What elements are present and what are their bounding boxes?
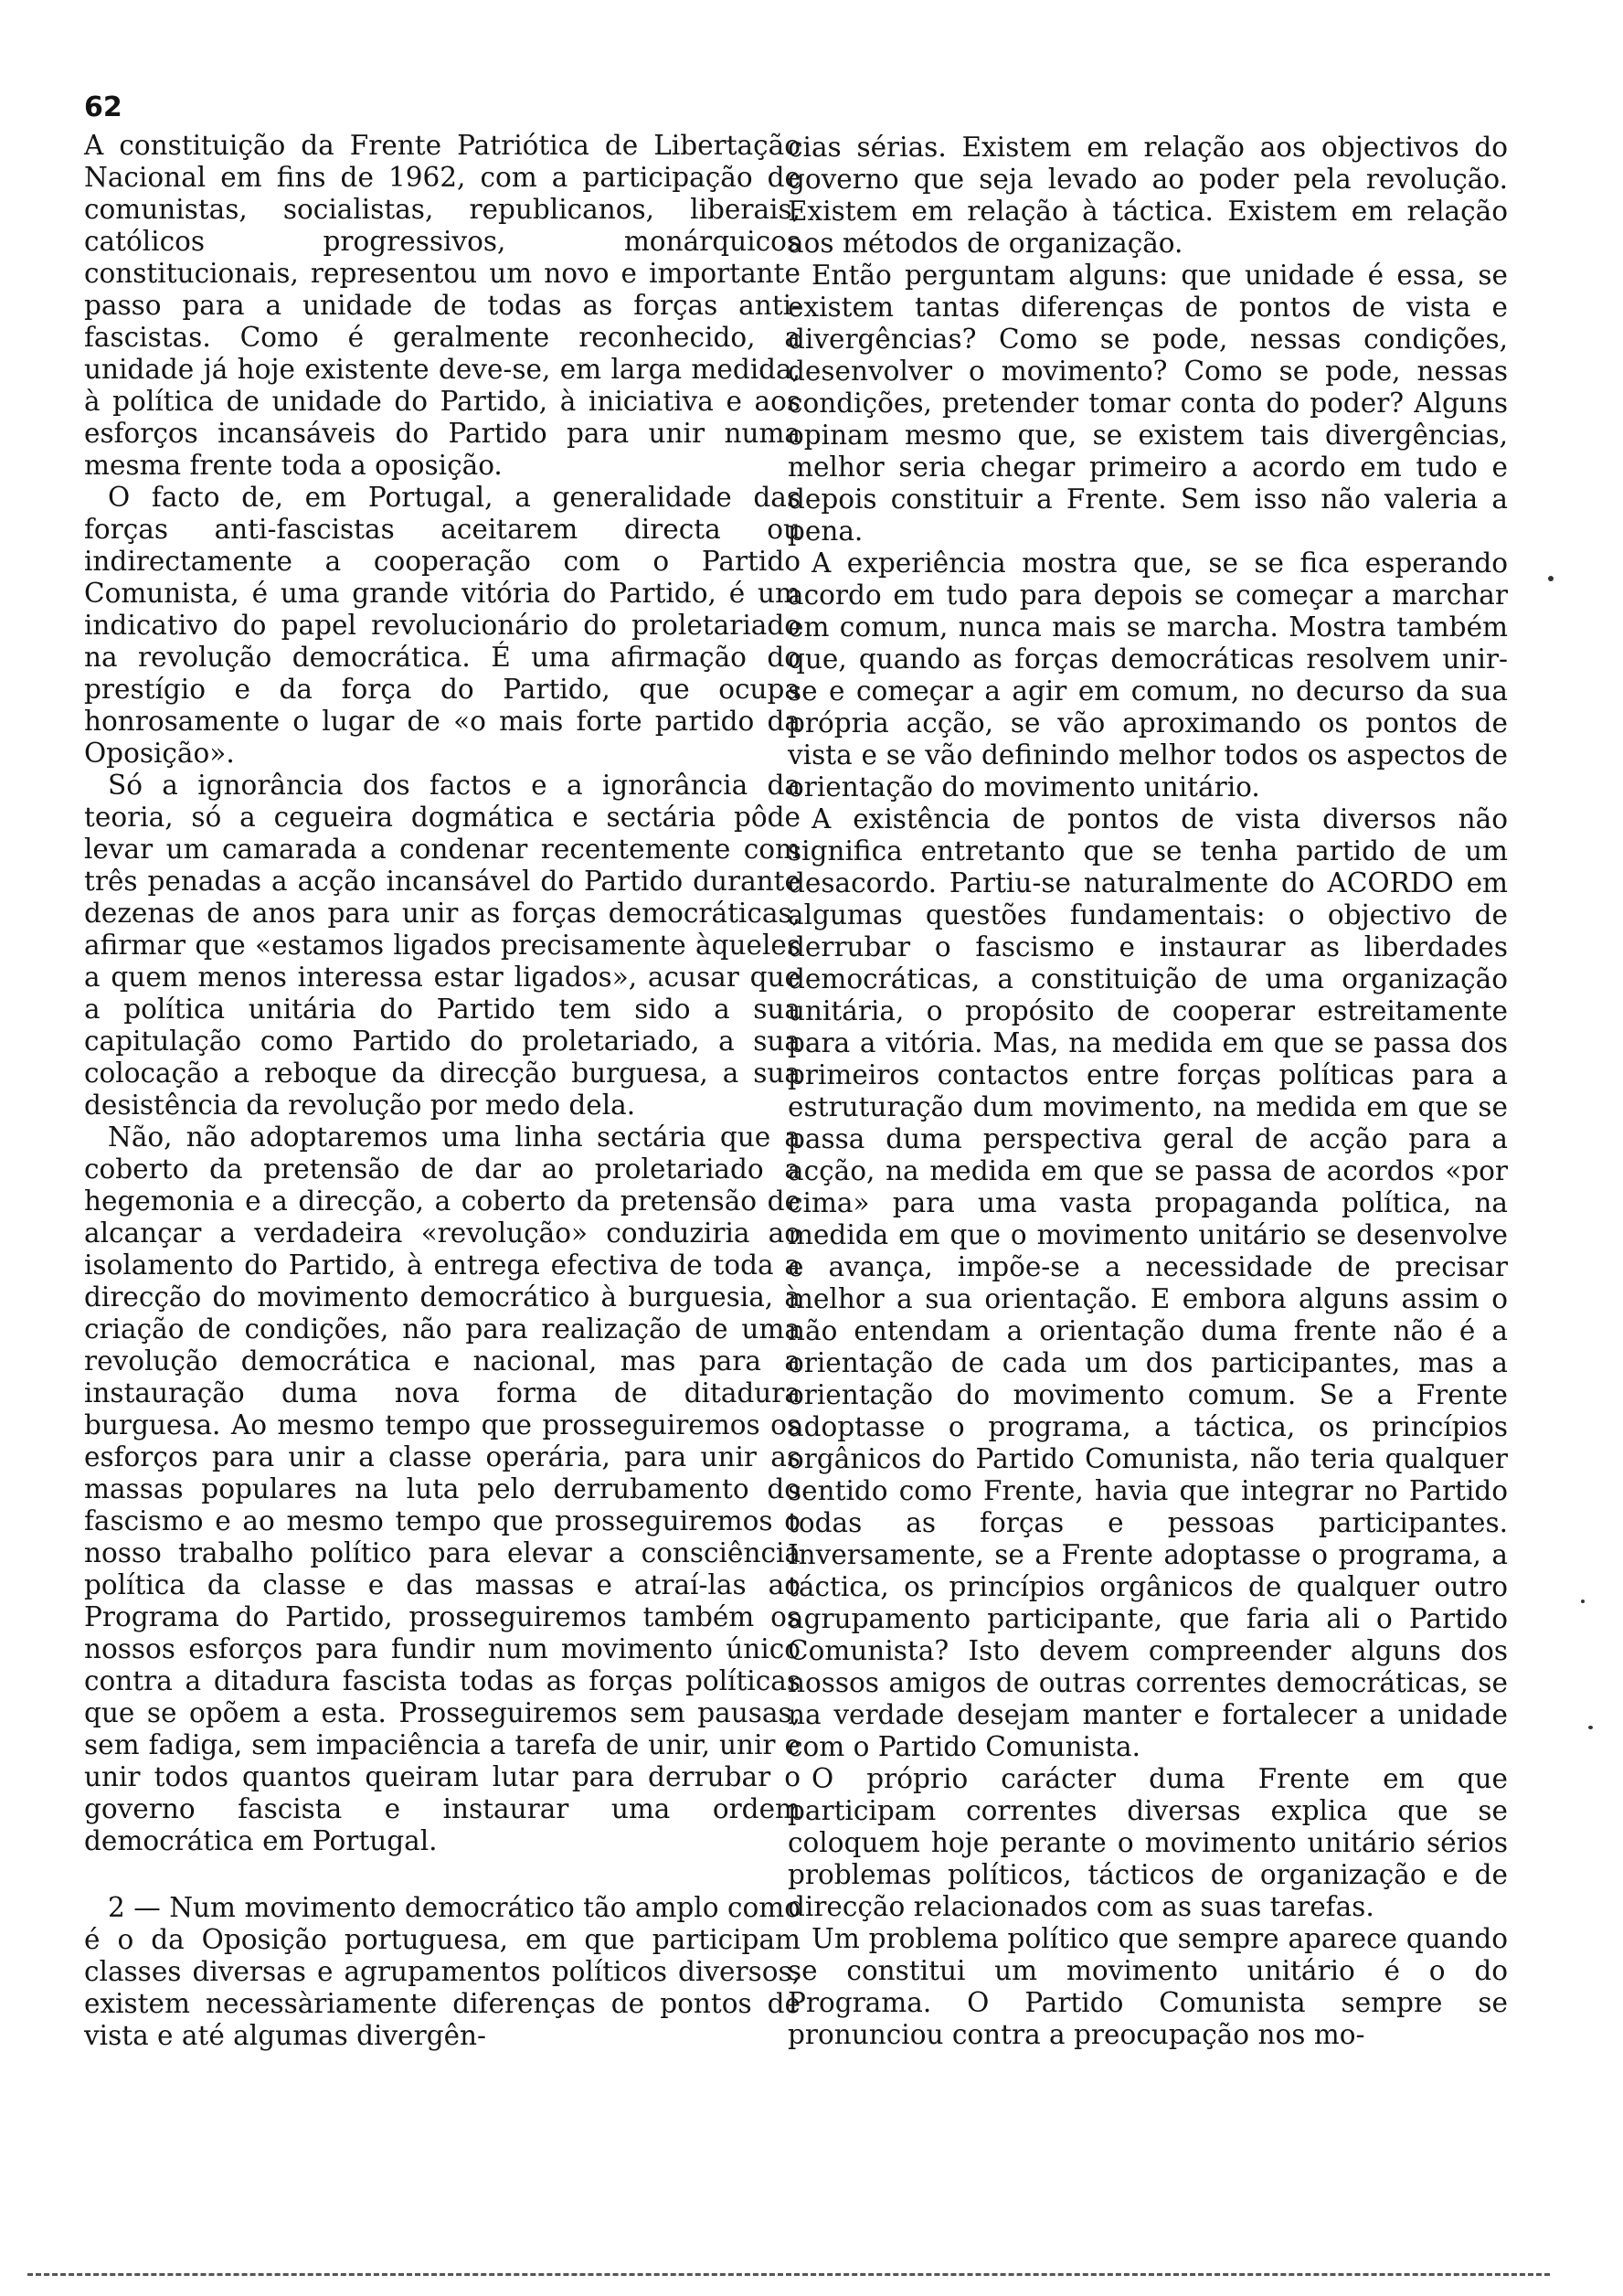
paragraph: O facto de, em Portugal, a generalidade das forças anti-fascistas aceitarem directa ou indirectamente a cooperação com o Partido Comunista, é uma grande vitória do Partido, é um indicativo do papel revolucionário do proletariado na revolução democrática. É uma afirmação do prestígio e da força do Partido, que ocupa honrosamente o lugar de «o mais forte partido da Oposição». xyxy=(84,482,801,769)
section-paragraph: 2 — Num movimento democrático tão amplo como é o da Oposição portuguesa, em que participam classes diversas e agrupamentos políticos diversos, existem necessàriamente diferenças de pontos de vista e até algumas divergên- xyxy=(84,1892,801,2051)
paragraph: A experiência mostra que, se se fica esperando acordo em tudo para depois se começar a marchar em comum, nunca mais se marcha. Mostra também que, quando as forças democráticas resolvem unir-se e começar a agir em comum, no decurso da sua própria acção, se vão aproximando os pontos de vista e se vão definindo melhor todos os aspectos de orientação do movimento unitário. xyxy=(788,547,1508,803)
page-number: 62 xyxy=(84,91,122,123)
paragraph: A constituição da Frente Patriótica de Libertação Nacional em fins de 1962, com a participação de comunistas, socialistas, republicanos, liberais, católicos progressivos, monárquicos constitucionais, representou um novo e importante passo para a unidade de todas as forças anti-fascistas. Como é geralmente reconhecido, a unidade já hoje existente deve-se, em larga medida, à política de unidade do Partido, à iniciativa e aos esforços incansáveis do Partido para unir numa mesma frente toda a oposição. xyxy=(84,130,801,481)
scan-speck xyxy=(1581,1600,1585,1603)
scan-speck xyxy=(1548,576,1554,581)
paragraph: O próprio carácter duma Frente em que participam correntes diversas explica que se coloquem hoje perante o movimento unitário sérios problemas políticos, tácticos de organização e de direcção relacionados com as suas tarefas. xyxy=(788,1763,1508,1922)
scan-speck xyxy=(1588,1726,1593,1729)
bottom-page-edge xyxy=(27,2273,1550,2276)
right-column xyxy=(788,132,1508,2051)
paragraph: Não, não adoptaremos uma linha sectária que a coberto da pretensão de dar ao proletariado a hegemonia e a direcção, a coberto da pretensão de alcançar a verdadeira «revolução» conduziria ao isolamento do Partido, à entrega efectiva de toda a direcção do movimento democrático à burguesia, à criação de condições, não para realização de uma revolução democrática e nacional, mas para a instauração duma nova forma de ditadura burguesa. Ao mesmo tempo que prosseguiremos os esforços para unir a classe operária, para unir as massas populares na luta pelo derrubamento do fascismo e ao mesmo tempo que prosseguiremos o nosso trabalho político para elevar a consciência política da classe e das massas e atraí-las ao Programa do Partido, prosseguiremos também os nossos esforços para fundir num movimento único contra a ditadura fascista todas as forças políticas que se opõem a esta. Prosseguiremos sem pausas, sem fadiga, sem impaciência a tarefa de unir, unir e unir todos quantos queiram lutar para derrubar o governo fascista e instaurar uma ordem democrática em Portugal. xyxy=(84,1121,801,1856)
left-column xyxy=(84,130,801,2052)
paragraph: cias sérias. Existem em relação aos objectivos do governo que seja levado ao poder pela revolução. Existem em relação à táctica. Existem em relação aos métodos de organização. xyxy=(788,132,1508,259)
paragraph: Então perguntam alguns: que unidade é essa, se existem tantas diferenças de pontos de vista e divergências? Como se pode, nessas condições, desenvolver o movimento? Como se pode, nessas condições, pretender tomar conta do poder? Alguns opinam mesmo que, se existem tais divergências, melhor seria chegar primeiro a acordo em tudo e depois constituir a Frente. Sem isso não valeria a pena. xyxy=(788,260,1508,547)
paragraph: Só a ignorância dos factos e a ignorância da teoria, só a cegueira dogmática e sectária pôde levar um camarada a condenar recentemente com três penadas a acção incansável do Partido durante dezenas de anos para unir as forças democráticas, afirmar que «estamos ligados precisamente àqueles a quem menos interessa estar ligados», acusar que a política unitária do Partido tem sido a sua capitulação como Partido do proletariado, a sua colocação a reboque da direcção burguesa, a sua desistência da revolução por medo dela. xyxy=(84,770,801,1121)
paragraph: Um problema político que sempre aparece quando se constitui um movimento unitário é o do Programa. O Partido Comunista sempre se pronunciou contra a preocupação nos mo- xyxy=(788,1923,1508,2050)
paragraph: A existência de pontos de vista diversos não significa entretanto que se tenha partido de um desacordo. Partiu-se naturalmente do ACORDO em algumas questões fundamentais: o objectivo de derrubar o fascismo e instaurar as liberdades democráticas, a constituição de uma organização unitária, o propósito de cooperar estreitamente para a vitória. Mas, na medida em que se passa dos primeiros contactos entre forças políticas para a estruturação dum movimento, na medida em que se passa duma perspectiva geral de acção para a acção, na medida em que se passa de acordos «por cima» para uma vasta propaganda política, na medida em que o movimento unitário se desenvolve e avança, impõe-se a necessidade de precisar melhor a sua orientação. E embora alguns assim o não entendam a orientação duma frente não é a orientação de cada um dos participantes, mas a orientação do movimento comum. Se a Frente adoptasse o programa, a táctica, os princípios orgânicos do Partido Comunista, não teria qualquer sentido como Frente, havia que integrar no Partido todas as forças e pessoas participantes. Inversamente, se a Frente adoptasse o programa, a táctica, os princípios orgânicos de qualquer outro agrupamento participante, que faria ali o Partido Comunista? Isto devem compreender alguns dos nossos amigos de outras correntes democráticas, se na verdade desejam manter e fortalecer a unidade com o Partido Comunista. xyxy=(788,803,1508,1762)
